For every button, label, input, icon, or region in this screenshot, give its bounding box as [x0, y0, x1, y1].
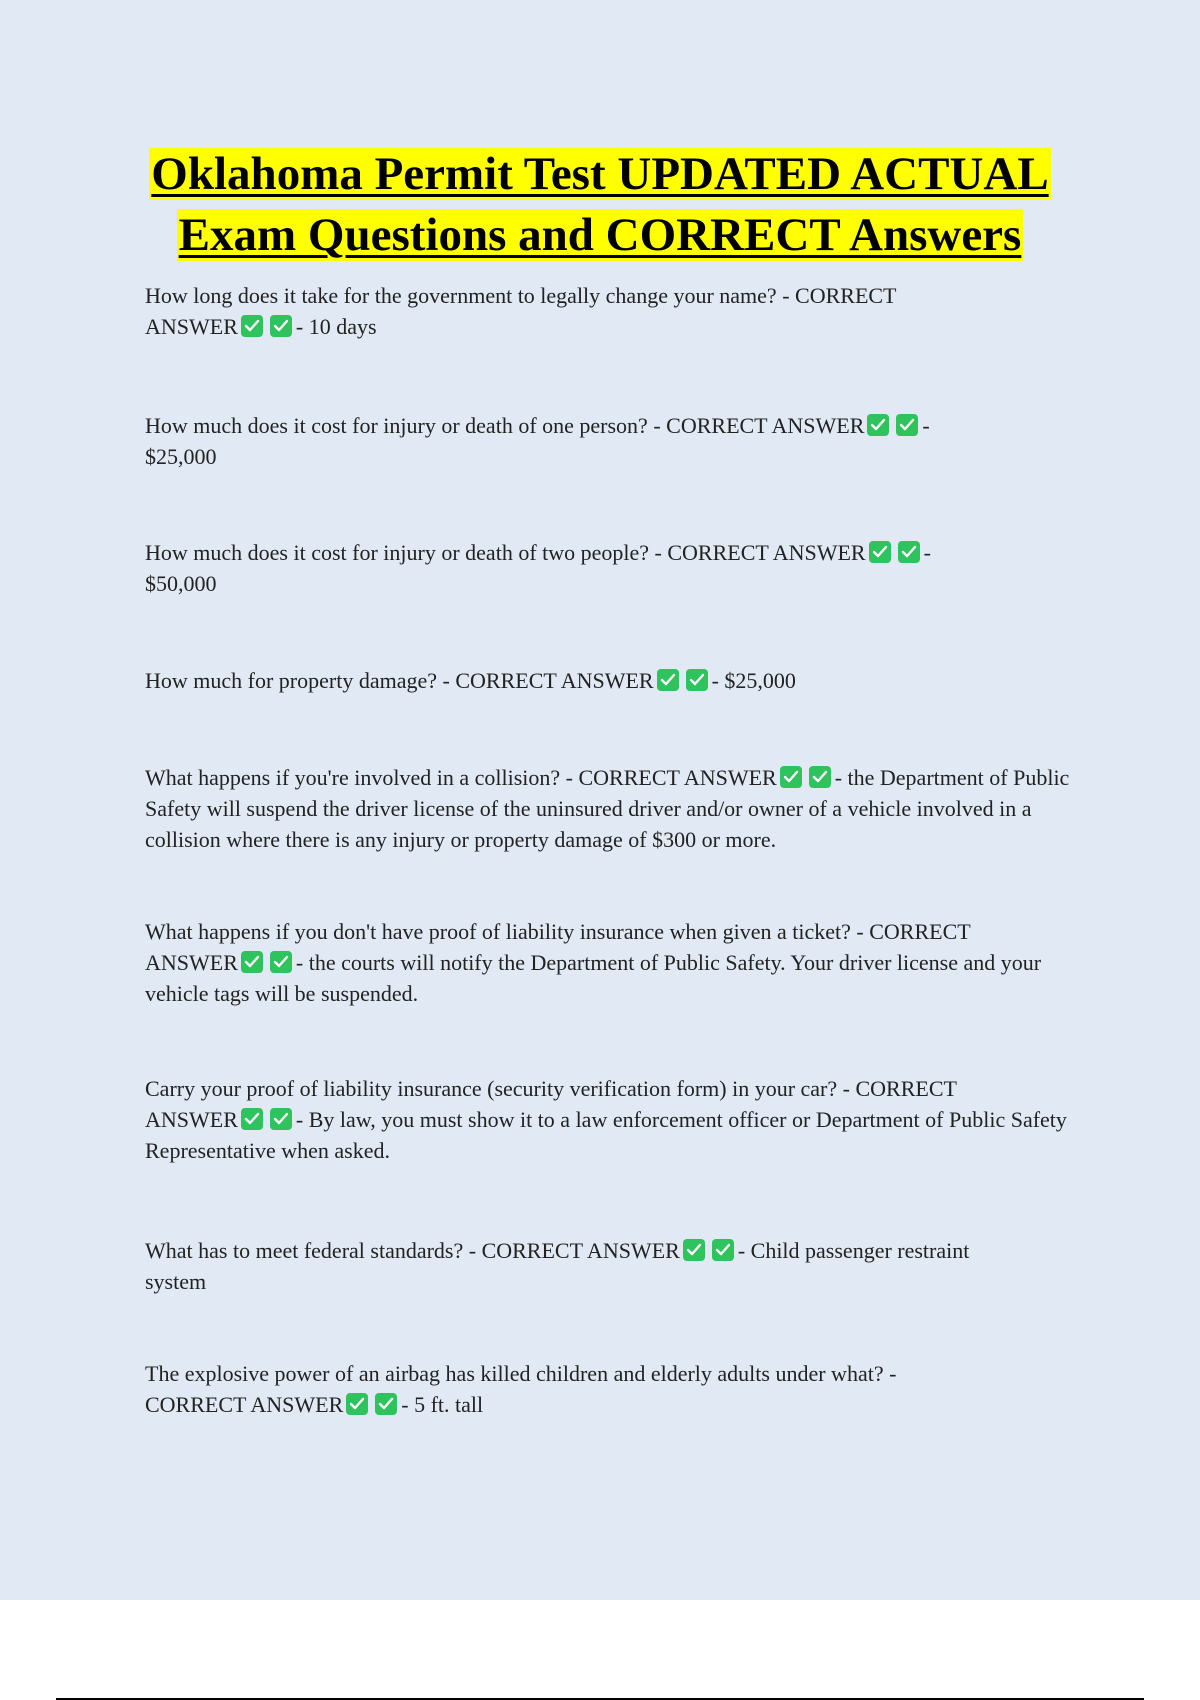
answer-label: - CORRECT ANSWER — [654, 540, 866, 565]
check-mark-icon — [780, 766, 802, 788]
check-mark-icon — [712, 1239, 734, 1261]
answer-label: - CORRECT ANSWER — [565, 765, 777, 790]
question-text: What has to meet federal standards? — [145, 1238, 464, 1263]
check-mark-icon — [896, 414, 918, 436]
question-text: Carry your proof of liability insurance (security verification form) in your car? — [145, 1076, 838, 1101]
question-text: The explosive power of an airbag has killed children and elderly adults under what? — [145, 1361, 884, 1386]
answer-label: - CORRECT — [782, 283, 897, 308]
answer-text: system — [145, 1269, 207, 1294]
check-mark-icon — [346, 1393, 368, 1415]
qa-item — [145, 665, 1095, 696]
check-mark-icon — [686, 669, 708, 691]
answer-label: - CORRECT — [856, 919, 971, 944]
check-mark-icon — [270, 1108, 292, 1130]
answer-text: - Child passenger restraint — [737, 1238, 970, 1263]
question-text: What happens if you don't have proof of liability insurance when given a ticket? — [145, 919, 851, 944]
question-text: How much does it cost for injury or death of one person? — [145, 413, 648, 438]
qa-item — [145, 762, 1095, 855]
answer-label: - CORRECT ANSWER — [442, 668, 654, 693]
document-title — [100, 144, 1100, 266]
check-mark-icon — [809, 766, 831, 788]
check-mark-icon — [241, 315, 263, 337]
answer-label: ANSWER — [145, 950, 238, 975]
check-mark-icon — [375, 1393, 397, 1415]
title-line-2: Exam Questions and CORRECT Answers — [178, 209, 1022, 261]
check-mark-icon — [869, 541, 891, 563]
qa-item — [145, 280, 1095, 342]
answer-label: - CORRECT ANSWER — [468, 1238, 680, 1263]
check-mark-icon — [241, 1108, 263, 1130]
answer-label: CORRECT ANSWER — [145, 1392, 344, 1417]
title-line-1: Oklahoma Permit Test UPDATED ACTUAL — [151, 148, 1049, 200]
answer-text: - — [922, 413, 930, 438]
answer-text: - 5 ft. tall — [401, 1392, 484, 1417]
question-text: How long does it take for the government to legally change your name? — [145, 283, 777, 308]
answer-label: ANSWER — [145, 1107, 238, 1132]
qa-item — [145, 1235, 1095, 1297]
check-mark-icon — [683, 1239, 705, 1261]
answer-label: - CORRECT ANSWER — [653, 413, 865, 438]
answer-text: $50,000 — [145, 571, 217, 596]
qa-item — [145, 537, 1095, 599]
answer-label: - CORRECT — [842, 1076, 957, 1101]
qa-item — [145, 1358, 1095, 1420]
check-mark-icon — [867, 414, 889, 436]
answer-label: - — [889, 1361, 897, 1386]
answer-text: - $25,000 — [711, 668, 796, 693]
question-text: How much for property damage? — [145, 668, 438, 693]
check-mark-icon — [270, 951, 292, 973]
check-mark-icon — [241, 951, 263, 973]
answer-text: - — [923, 540, 931, 565]
question-text: How much does it cost for injury or death of two people? — [145, 540, 650, 565]
answer-text: of Public Safety will suspend the driver license of the uninsured driver and/or owner of a vehicle involved in a collision where there is any injury or property damage of $300 or more. — [145, 765, 1070, 852]
answer-text: - 10 days — [295, 314, 377, 339]
answer-text: - By law, you must show it to a law enforcement officer or Department of Public Safety Representative when asked. — [145, 1107, 1067, 1163]
answer-text: - the courts will notify the Department of Public Safety. Your driver license and your vehicle tags will be suspended. — [145, 950, 1042, 1006]
qa-item — [145, 1073, 1095, 1166]
check-mark-icon — [898, 541, 920, 563]
answer-label: ANSWER — [145, 314, 238, 339]
check-mark-icon — [270, 315, 292, 337]
check-mark-icon — [657, 669, 679, 691]
qa-item — [145, 916, 1095, 1009]
answer-text: $25,000 — [145, 444, 217, 469]
answer-text: - the Department — [834, 765, 984, 790]
qa-item — [145, 410, 1095, 472]
question-text: What happens if you're involved in a collision? — [145, 765, 561, 790]
